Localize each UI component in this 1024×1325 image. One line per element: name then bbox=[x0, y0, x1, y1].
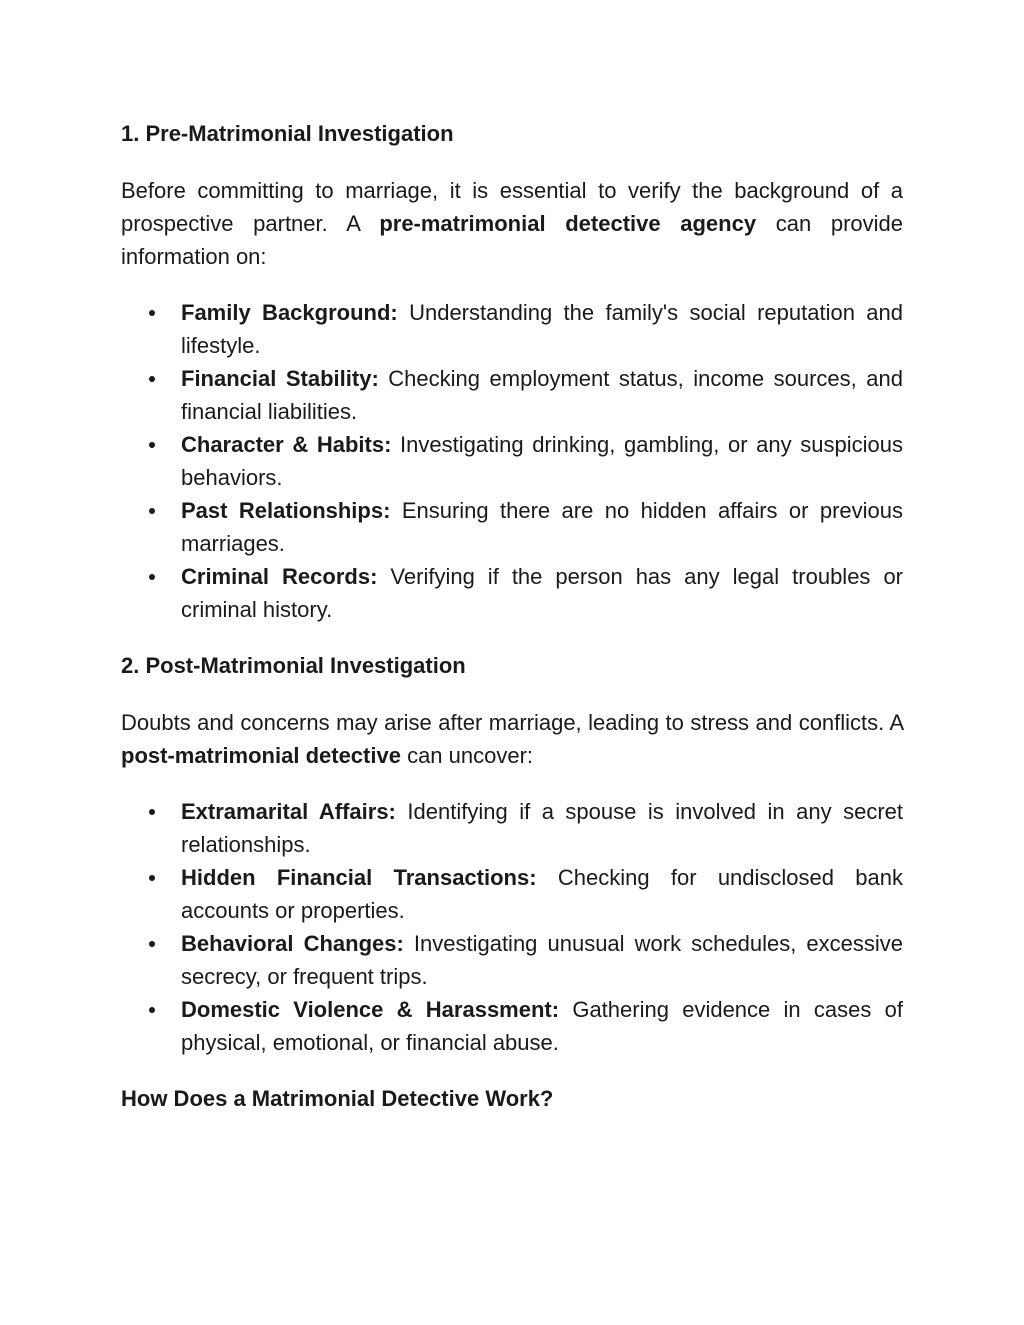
list-item bbox=[121, 795, 903, 861]
intro-text: can uncover: bbox=[400, 743, 534, 768]
item-text: Checking for undisclosed bank accounts or properties. bbox=[181, 865, 903, 923]
item-term: Extramarital Affairs: bbox=[181, 799, 396, 824]
bullet-icon bbox=[149, 508, 155, 514]
bullet-icon bbox=[149, 875, 155, 881]
document-page bbox=[121, 118, 903, 1115]
intro-text: Before committing to marriage, it is essential to verify the background of a prospective partner. A bbox=[121, 178, 903, 236]
list-item bbox=[121, 428, 903, 494]
item-term: Criminal Records: bbox=[181, 564, 378, 589]
intro-bold-term: post-matrimonial detective bbox=[121, 743, 401, 768]
item-text: Ensuring there are no hidden affairs or previous marriages. bbox=[181, 498, 904, 556]
list-item bbox=[121, 494, 903, 560]
bullet-icon bbox=[149, 809, 155, 815]
section-heading-how-it-works: How Does a Matrimonial Detective Work? bbox=[121, 1086, 554, 1111]
list-item bbox=[121, 927, 903, 993]
list-item bbox=[121, 993, 903, 1059]
bullet-icon bbox=[149, 442, 155, 448]
section-intro-post-matrimonial bbox=[121, 706, 903, 772]
item-text: Gathering evidence in cases of physical, emotional, or financial abuse. bbox=[181, 997, 904, 1055]
bullet-icon bbox=[149, 310, 155, 316]
item-term: Hidden Financial Transactions: bbox=[181, 865, 537, 890]
pre-matrimonial-list bbox=[121, 296, 903, 626]
list-item bbox=[121, 560, 903, 626]
intro-text: can provide information on: bbox=[121, 211, 904, 269]
section-heading-post-matrimonial: 2. Post-Matrimonial Investigation bbox=[121, 653, 466, 678]
bullet-icon bbox=[149, 1007, 155, 1013]
item-term: Family Background: bbox=[181, 300, 398, 325]
item-text: Identifying if a spouse is involved in any secret relationships. bbox=[181, 799, 904, 857]
item-term: Financial Stability: bbox=[181, 366, 379, 391]
item-text: Investigating unusual work schedules, excessive secrecy, or frequent trips. bbox=[181, 931, 904, 989]
intro-text: Doubts and concerns may arise after marriage, leading to stress and conflicts. A bbox=[121, 710, 903, 735]
item-text: Checking employment status, income sources, and financial liabilities. bbox=[181, 366, 903, 424]
section-intro-pre-matrimonial bbox=[121, 174, 903, 273]
bullet-icon bbox=[149, 376, 155, 382]
item-term: Past Relationships: bbox=[181, 498, 391, 523]
item-text: Investigating drinking, gambling, or any suspicious behaviors. bbox=[181, 432, 903, 490]
bullet-icon bbox=[149, 941, 155, 947]
item-text: Verifying if the person has any legal troubles or criminal history. bbox=[181, 564, 903, 622]
list-item bbox=[121, 296, 903, 362]
item-term: Character & Habits: bbox=[181, 432, 392, 457]
list-item bbox=[121, 362, 903, 428]
list-item bbox=[121, 861, 903, 927]
item-text: Understanding the family's social reputation and lifestyle. bbox=[181, 300, 903, 358]
bullet-icon bbox=[149, 574, 155, 580]
section-heading-pre-matrimonial: 1. Pre-Matrimonial Investigation bbox=[121, 121, 454, 146]
item-term: Behavioral Changes: bbox=[181, 931, 404, 956]
post-matrimonial-list bbox=[121, 795, 903, 1059]
item-term: Domestic Violence & Harassment: bbox=[181, 997, 560, 1022]
intro-bold-term: pre-matrimonial detective agency bbox=[379, 211, 757, 236]
